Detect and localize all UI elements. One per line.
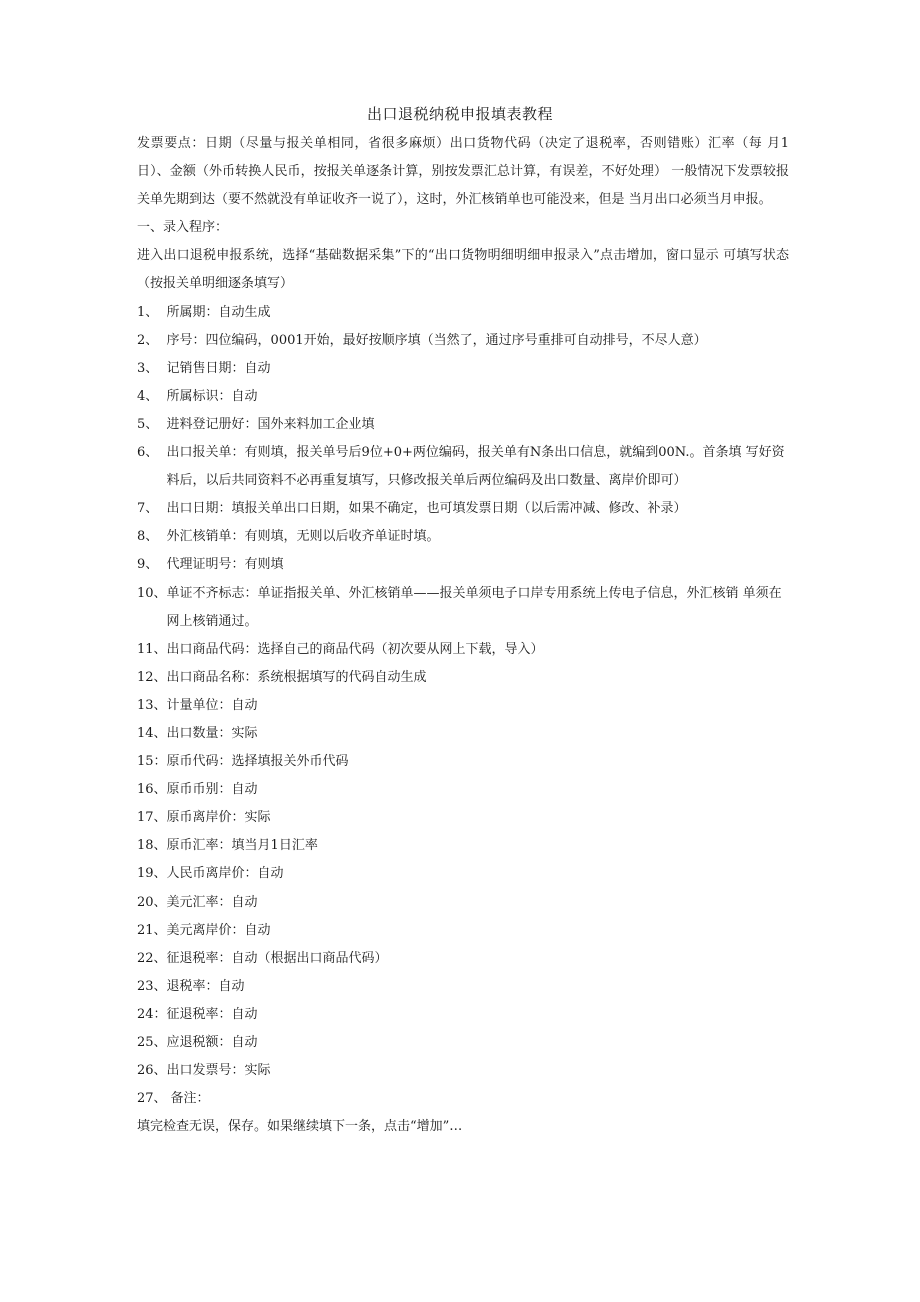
step-item [137, 973, 789, 1001]
step-item [137, 1029, 789, 1057]
step-item [137, 1085, 789, 1113]
step-text: 原币汇率：填当月1日汇率 [166, 838, 318, 854]
closing-paragraph: 填完检查无误，保存。如果继续填下一条，点击“增加”… [137, 1119, 463, 1135]
step-text: 退税率：自动 [166, 978, 245, 994]
step-text: 征退税率：自动（根据出口商品代码） [166, 950, 388, 966]
step-text: 人民币离岸价：自动 [166, 866, 284, 882]
step-item [137, 945, 789, 973]
step-text: 出口商品名称：系统根据填写的代码自动生成 [166, 669, 427, 685]
step-item [137, 439, 789, 495]
step-number: 3、 [137, 360, 167, 376]
step-item [137, 889, 789, 917]
step-item [137, 1001, 789, 1029]
step-item [137, 720, 789, 748]
step-text: 记销售日期：自动 [166, 360, 271, 376]
step-text: 出口报关单：有则填，报关单号后9位+0+两位编码，报关单有N条出口信息，就编到00N.。首条填 写好资料后，以后共同资料不必再重复填写，只修改报关单后两位编码及出口数量、离岸价即可） [166, 445, 785, 489]
section-heading: 一、录入程序： [137, 220, 229, 236]
step-number: 7、 [137, 501, 167, 517]
step-number: 8、 [137, 529, 167, 545]
step-number: 14、 [137, 725, 167, 741]
document-body [137, 130, 789, 1141]
step-item [137, 636, 789, 664]
step-item [137, 411, 789, 439]
step-text: 所属期：自动生成 [166, 304, 271, 320]
step-number: 23、 [137, 978, 167, 994]
step-number: 1、 [137, 304, 167, 320]
step-number: 6、 [137, 445, 167, 461]
step-text: 外汇核销单：有则填，无则以后收齐单证时填。 [166, 529, 440, 545]
step-number: 20、 [137, 894, 167, 910]
step-item [137, 495, 789, 523]
step-text: 出口数量：实际 [166, 725, 258, 741]
step-list [137, 299, 789, 1114]
step-number: 10、 [137, 585, 167, 601]
step-item [137, 1057, 789, 1085]
step-item [137, 355, 789, 383]
step-text: 进料登记册好：国外来料加工企业填 [166, 416, 375, 432]
step-text: 原币代码：选择填报关外币代码 [166, 754, 349, 770]
step-text: 出口发票号：实际 [166, 1063, 271, 1079]
step-number: 11、 [137, 641, 167, 657]
step-item [137, 692, 789, 720]
step-number: 17、 [137, 810, 167, 826]
step-number: 26、 [137, 1063, 167, 1079]
step-text: 美元离岸价：自动 [166, 922, 271, 938]
step-item [137, 383, 789, 411]
step-item [137, 299, 789, 327]
step-item [137, 551, 789, 579]
step-number: 19、 [137, 866, 167, 882]
step-item [137, 523, 789, 551]
step-text: 所属标识：自动 [166, 388, 258, 404]
step-number: 12、 [137, 669, 167, 685]
step-text: 计量单位：自动 [166, 697, 258, 713]
document-title: 出口退税纳税申报填表教程 [366, 105, 553, 123]
step-number: 5、 [137, 416, 167, 432]
step-number: 9、 [137, 557, 167, 573]
step-text: 备注： [170, 1091, 210, 1107]
step-item [137, 776, 789, 804]
section-intro-paragraph: 进入出口退税申报系统，选择“基础数据采集”下的“出口货物明细明细申报录入”点击增加，窗口显示 可填写状态（按报关单明细逐条填写） [137, 248, 789, 292]
step-text: 美元汇率：自动 [166, 894, 258, 910]
step-item [137, 832, 789, 860]
step-item [137, 917, 789, 945]
step-number: 4、 [137, 388, 167, 404]
step-number: 2、 [137, 332, 167, 348]
step-number: 27、 [137, 1091, 167, 1107]
step-number: 18、 [137, 838, 167, 854]
step-number: 22、 [137, 950, 167, 966]
step-number: 25、 [137, 1035, 167, 1050]
step-item [137, 664, 789, 692]
step-text: 出口日期：填报关单出口日期，如果不确定，也可填发票日期（以后需冲减、修改、补录） [166, 501, 687, 517]
step-item [137, 327, 789, 355]
step-text: 征退税率：自动 [166, 1006, 258, 1022]
step-item [137, 860, 789, 888]
intro-paragraph: 发票要点：日期（尽量与报关单相同，省很多麻烦）出口货物代码（决定了退税率，否则错账）汇率（每 月1日）、金额（外币转换人民币，按报关单逐条计算，别按发票汇总计算，有误差，不好处理） 一般情况下发票较报关单先期到达（要不然就没有单证收齐一说了），这时，外汇核销单也可能没来，但是 当月出口必须当月申报。 [137, 136, 789, 208]
step-number: 13、 [137, 697, 167, 713]
step-text: 应退税额：自动 [166, 1035, 258, 1050]
step-text: 序号：四位编码，0001开始，最好按顺序填（当然了，通过序号重排可自动排号，不尽人意） [166, 332, 707, 348]
step-text: 单证不齐标志：单证指报关单、外汇核销单——报关单须电子口岸专用系统上传电子信息，外汇核销 单须在网上核销通过。 [166, 585, 782, 629]
step-number: 24： [137, 1006, 167, 1022]
step-number: 16、 [137, 782, 167, 798]
step-text: 出口商品代码：选择自己的商品代码（初次要从网上下载，导入） [166, 641, 544, 657]
step-item [137, 580, 789, 636]
step-number: 15： [137, 754, 167, 770]
step-text: 原币币别：自动 [166, 782, 258, 798]
step-item [137, 804, 789, 832]
step-text: 代理证明号：有则填 [166, 557, 284, 573]
step-text: 原币离岸价：实际 [166, 810, 271, 826]
step-number: 21、 [137, 922, 167, 938]
step-item [137, 748, 789, 776]
